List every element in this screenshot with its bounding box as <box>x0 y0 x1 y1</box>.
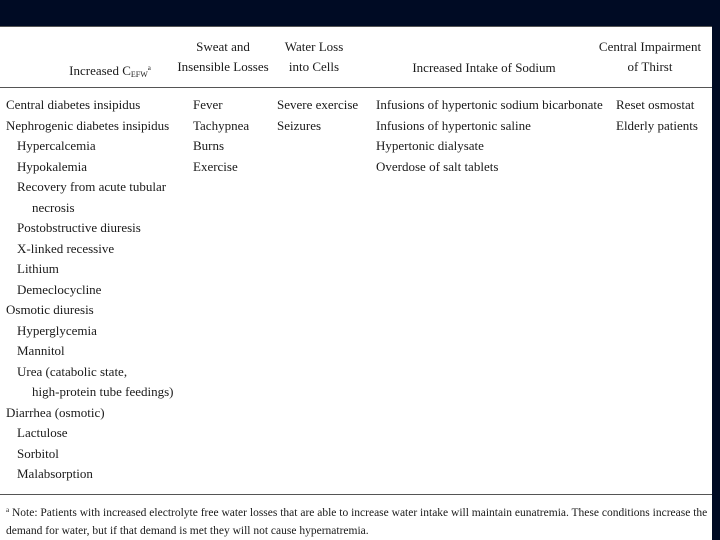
column-thirst-impairment <box>616 95 698 136</box>
list-item: Fever <box>193 97 223 112</box>
list-item: Sorbitol <box>17 445 59 461</box>
list-item: Osmotic diuresis <box>6 302 94 317</box>
list-item: Infusions of hypertonic saline <box>376 117 531 133</box>
table-top-rule <box>0 26 712 27</box>
header-thirst-impairment: Central Impairment of Thirst <box>598 39 702 74</box>
header-water-loss-cells: Water Loss into Cells <box>284 39 344 74</box>
list-item: Tachypnea <box>193 117 250 133</box>
list-item: Exercise <box>193 158 238 174</box>
header-sweat-insensible: Sweat and Insensible Losses <box>177 39 269 74</box>
list-item: X-linked recessive <box>17 240 115 256</box>
column-sweat-insensible <box>193 95 249 177</box>
column-water-loss-cells <box>277 95 358 136</box>
list-item: Central diabetes insipidus <box>6 97 141 112</box>
list-item: necrosis <box>32 199 75 215</box>
right-frame-edge <box>712 26 720 540</box>
body-bottom-rule <box>0 494 712 495</box>
list-item: Infusions of hypertonic sodium bicarbonate <box>376 97 603 112</box>
column-sodium-intake <box>376 95 603 177</box>
table-page <box>0 26 712 540</box>
footnote <box>6 501 708 540</box>
list-item: Recovery from acute tubular <box>17 179 167 194</box>
list-item: Postobstructive diuresis <box>17 220 141 235</box>
list-item: Diarrhea (osmotic) <box>6 404 105 420</box>
list-item: Overdose of salt tablets <box>376 158 499 174</box>
list-item: Reset osmostat <box>616 97 695 112</box>
list-item: Nephrogenic diabetes insipidus <box>6 117 170 133</box>
header-rule <box>0 87 712 88</box>
list-item: Hyperglycemia <box>17 322 97 338</box>
list-item: high-protein tube feedings) <box>32 384 174 399</box>
list-item: Mannitol <box>17 343 65 358</box>
list-item: Lactulose <box>17 425 68 440</box>
list-item: Urea (catabolic state, <box>17 363 128 379</box>
column-increased-cefw <box>6 95 174 485</box>
list-item: Burns <box>193 138 225 153</box>
list-item: Elderly patients <box>616 117 698 133</box>
list-item: Hypokalemia <box>17 158 88 174</box>
list-item: Hypertonic dialysate <box>376 138 484 153</box>
footnote-marker: a <box>6 506 10 514</box>
list-item: Seizures <box>277 117 322 133</box>
list-item: Malabsorption <box>17 466 93 481</box>
footnote-text: Note: Patients with increased electrolyte free water losses that are able to increase water intake will maintain eunatremia. These conditions increase the demand for water, but if that demand is met they will not cause hypernatremia. <box>6 507 708 537</box>
list-item: Hypercalcemia <box>17 138 96 153</box>
list-item: Demeclocycline <box>17 281 102 297</box>
list-item: Severe exercise <box>277 97 359 112</box>
header-sodium-intake: Increased Intake of Sodium <box>412 60 556 75</box>
header-increased-cefw: Increased $C_{EFW}^a$ <box>69 63 151 79</box>
list-item: Lithium <box>17 261 59 276</box>
